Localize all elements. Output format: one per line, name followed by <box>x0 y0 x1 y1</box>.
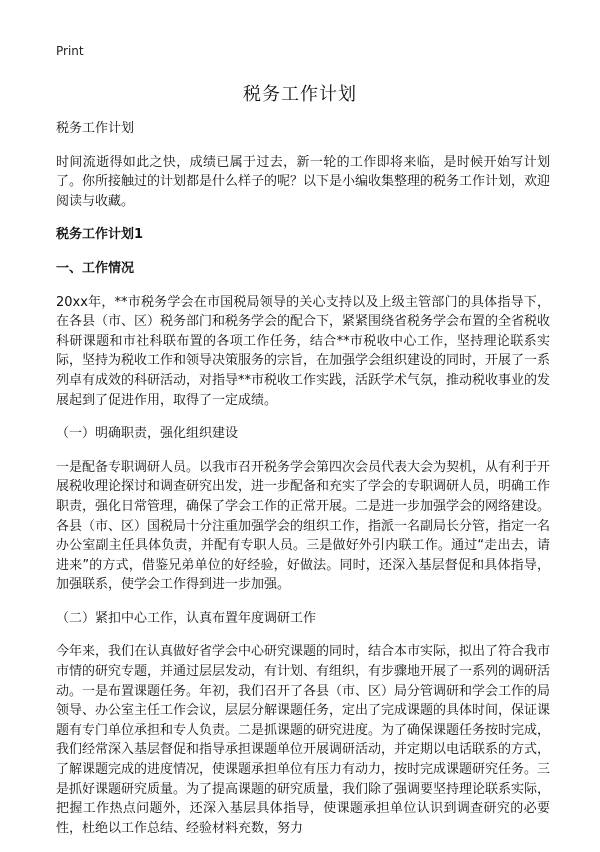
item-heading-research: （二）紧扣中心工作，认真布置年度调研工作 <box>56 610 317 626</box>
paragraph-research: 今年来，我们在认真做好省学会中心研究课题的同时，结合本市实际，拟出了符合我市市情的研究专题，并通过层层发动，有计划、有组织，有步骤地开展了一系列的调研活动。一是布置课题任务。年初，我们召开了各县（市、区）局分管调研和学会工作的局领导、办公室主任工作会议，层层分解课题任务，定出了完成课题的具体时间，保证课题有专门单位承担和专人负责。二是抓课题的研究进度。为了确保课题任务按时完成，我们经常深入基层督促和指导承担课题单位开展调研活动，并定期以电话联系的方式，了解课题完成的进度情况，使课题承担单位有压力有动力，按时完成课题研究任务。三是抓好课题研究质量。为了提高课题的研究质量，我们除了强调要坚持理论联系实际，把握工作热点问题外，还深入基层具体指导，使课题承担单位认识到调查研究的必要性，杜绝以工作总结、经验材料充数，努力 <box>56 644 551 836</box>
sub-heading-work-status: 一、工作情况 <box>56 260 135 276</box>
document-title: 税务工作计划 <box>243 84 357 105</box>
print-link[interactable]: Print <box>56 44 84 58</box>
paragraph-overview: 20xx年，**市税务学会在市国税局领导的关心支持以及上级主管部门的具体指导下，在各县（市、区）税务部门和税务学会的配合下，紧紧围绕省税务学会布置的全省税收科研课题和市社科联布置的各项工作任务，结合**市税收中心工作，坚持理论联系实际，坚持为税收工作和领导决策服务的宗旨，在加强学会组织建设的同时，开展了一系列卓有成效的科研活动，对指导**市税收工作实践，活跃学术气氛，推动税收事业的发展起到了促进作用，取得了一定成绩。 <box>56 294 551 408</box>
item-heading-organization: （一）明确职责，强化组织建设 <box>56 426 239 442</box>
document-body <box>56 119 550 852</box>
document-subtitle: 税务工作计划 <box>56 121 135 136</box>
section-heading: 税务工作计划1 <box>56 227 144 243</box>
intro-paragraph: 时间流逝得如此之快，成绩已属于过去，新一轮的工作即将来临，是时候开始写计划了。你所接触过的计划都是什么样子的呢？以下是小编收集整理的税务工作计划，欢迎阅读与收藏。 <box>56 154 551 209</box>
paragraph-organization: 一是配备专职调研人员。以我市召开税务学会第四次会员代表大会为契机，从有利于开展税收理论探讨和调查研究出发，进一步配备和充实了学会的专职调研人员，明确工作职责，强化日常管理，确保了学会工作的正常开展。二是进一步加强学会的网络建设。各县（市、区）国税局十分注重加强学会的组织工作，指派一名副局长分管，指定一名办公室副主任具体负责，并配有专职人员。三是做好外引内联工作。通过“走出去，请进来”的方式，借鉴兄弟单位的好经验，好做法。同时，还深入基层督促和具体指导，加强联系，使学会工作得到进一步加强。 <box>56 459 551 593</box>
